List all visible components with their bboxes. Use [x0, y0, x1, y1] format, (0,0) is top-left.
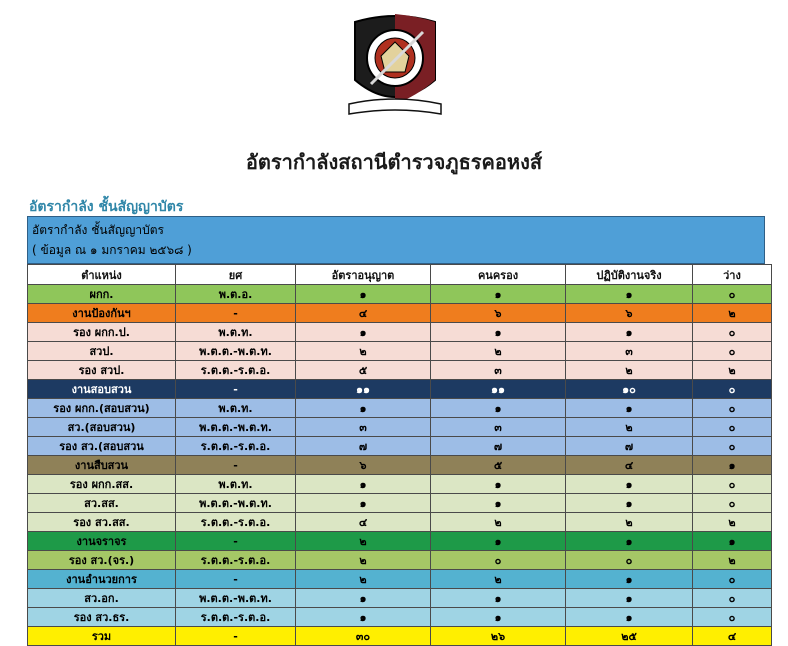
- position-cell: รอง ผกก.(สอบสวน): [28, 399, 176, 418]
- filled-cell: ๗: [431, 437, 566, 456]
- table-row: [28, 437, 772, 456]
- on-duty-cell: ๒๕: [566, 627, 693, 646]
- rank-cell: พ.ต.ต.-พ.ต.ท.: [176, 589, 296, 608]
- authorized-cell: ๓: [296, 418, 431, 437]
- table-row: [28, 342, 772, 361]
- on-duty-cell: ๔: [566, 456, 693, 475]
- table-row: [28, 399, 772, 418]
- position-cell: รวม: [28, 627, 176, 646]
- position-cell: รอง ผกก.ป.: [28, 323, 176, 342]
- position-cell: รอง สวป.: [28, 361, 176, 380]
- vacant-cell: ๐: [693, 570, 772, 589]
- on-duty-cell: ๑: [566, 323, 693, 342]
- authorized-cell: ๑: [296, 494, 431, 513]
- column-header-on-duty: ปฏิบัติงานจริง: [566, 265, 693, 285]
- authorized-cell: ๑: [296, 399, 431, 418]
- filled-cell: ๐: [431, 551, 566, 570]
- staffing-table-sheet: [27, 216, 765, 646]
- position-cell: งานอำนวยการ: [28, 570, 176, 589]
- vacant-cell: ๐: [693, 342, 772, 361]
- authorized-cell: ๑๑: [296, 380, 431, 399]
- vacant-cell: ๐: [693, 323, 772, 342]
- position-cell: รอง สว.(สอบสวน: [28, 437, 176, 456]
- authorized-cell: ๗: [296, 437, 431, 456]
- rank-cell: -: [176, 380, 296, 399]
- table-row: [28, 551, 772, 570]
- vacant-cell: ๐: [693, 418, 772, 437]
- filled-cell: ๓: [431, 418, 566, 437]
- on-duty-cell: ๗: [566, 437, 693, 456]
- section-title: อัตรากำลัง ชั้นสัญญาบัตร: [29, 199, 184, 215]
- table-row: [28, 418, 772, 437]
- position-cell: รอง ผกก.สส.: [28, 475, 176, 494]
- rank-cell: -: [176, 532, 296, 551]
- filled-cell: ๖: [431, 304, 566, 323]
- rank-cell: ร.ต.ต.-ร.ต.อ.: [176, 608, 296, 627]
- column-header-vacant: ว่าง: [693, 265, 772, 285]
- table-row: [28, 608, 772, 627]
- rank-cell: ร.ต.ต.-ร.ต.อ.: [176, 513, 296, 532]
- filled-cell: ๑: [431, 532, 566, 551]
- on-duty-cell: ๑๐: [566, 380, 693, 399]
- table-row: [28, 494, 772, 513]
- rank-cell: พ.ต.ท.: [176, 323, 296, 342]
- vacant-cell: ๐: [693, 608, 772, 627]
- position-cell: รอง สว.ธร.: [28, 608, 176, 627]
- authorized-cell: ๒: [296, 342, 431, 361]
- position-cell: สว.(สอบสวน): [28, 418, 176, 437]
- table-row: [28, 285, 772, 304]
- filled-cell: ๑: [431, 475, 566, 494]
- rank-cell: พ.ต.ต.-พ.ต.ท.: [176, 342, 296, 361]
- table-row: [28, 513, 772, 532]
- position-cell: สว.อก.: [28, 589, 176, 608]
- rank-cell: -: [176, 570, 296, 589]
- vacant-cell: ๒: [693, 513, 772, 532]
- on-duty-cell: ๐: [566, 551, 693, 570]
- vacant-cell: ๑: [693, 456, 772, 475]
- rank-cell: ร.ต.ต.-ร.ต.อ.: [176, 551, 296, 570]
- position-cell: งานสืบสวน: [28, 456, 176, 475]
- authorized-cell: ๖: [296, 456, 431, 475]
- on-duty-cell: ๑: [566, 475, 693, 494]
- table-row: [28, 323, 772, 342]
- on-duty-cell: ๑: [566, 285, 693, 304]
- table-row: [28, 532, 772, 551]
- column-header-row: [28, 265, 772, 285]
- table-row: [28, 570, 772, 589]
- table-row: [28, 456, 772, 475]
- vacant-cell: ๒: [693, 551, 772, 570]
- filled-cell: ๑๑: [431, 380, 566, 399]
- position-cell: งานจราจร: [28, 532, 176, 551]
- column-header-authorized: อัตราอนุญาต: [296, 265, 431, 285]
- on-duty-cell: ๒: [566, 361, 693, 380]
- rank-cell: ร.ต.ต.-ร.ต.อ.: [176, 437, 296, 456]
- on-duty-cell: ๑: [566, 532, 693, 551]
- authorized-cell: ๓๐: [296, 627, 431, 646]
- position-cell: รอง สว.(จร.): [28, 551, 176, 570]
- vacant-cell: ๐: [693, 437, 772, 456]
- filled-cell: ๒: [431, 513, 566, 532]
- filled-cell: ๒๖: [431, 627, 566, 646]
- vacant-cell: ๑: [693, 532, 772, 551]
- rank-cell: พ.ต.ท.: [176, 399, 296, 418]
- on-duty-cell: ๑: [566, 608, 693, 627]
- rank-cell: ร.ต.ต.-ร.ต.อ.: [176, 361, 296, 380]
- filled-cell: ๕: [431, 456, 566, 475]
- authorized-cell: ๑: [296, 475, 431, 494]
- rank-cell: พ.ต.ต.-พ.ต.ท.: [176, 494, 296, 513]
- authorized-cell: ๑: [296, 589, 431, 608]
- vacant-cell: ๒: [693, 361, 772, 380]
- table-heading: อัตรากำลัง ชั้นสัญญาบัตร: [32, 223, 164, 237]
- rank-cell: -: [176, 304, 296, 323]
- authorized-cell: ๒: [296, 532, 431, 551]
- on-duty-cell: ๑: [566, 399, 693, 418]
- police-station-emblem-logo: [345, 12, 445, 120]
- on-duty-cell: ๖: [566, 304, 693, 323]
- authorized-cell: ๔: [296, 304, 431, 323]
- vacant-cell: ๒: [693, 304, 772, 323]
- on-duty-cell: ๑: [566, 494, 693, 513]
- rank-cell: พ.ต.อ.: [176, 285, 296, 304]
- vacant-cell: ๐: [693, 589, 772, 608]
- vacant-cell: ๐: [693, 380, 772, 399]
- filled-cell: ๓: [431, 361, 566, 380]
- table-row: [28, 475, 772, 494]
- table-row: [28, 380, 772, 399]
- on-duty-cell: ๒: [566, 513, 693, 532]
- position-cell: งานป้องกันฯ: [28, 304, 176, 323]
- table-row: [28, 361, 772, 380]
- filled-cell: ๑: [431, 323, 566, 342]
- column-header-filled: คนครอง: [431, 265, 566, 285]
- filled-cell: ๑: [431, 589, 566, 608]
- on-duty-cell: ๓: [566, 342, 693, 361]
- authorized-cell: ๑: [296, 323, 431, 342]
- on-duty-cell: ๑: [566, 589, 693, 608]
- authorized-cell: ๒: [296, 551, 431, 570]
- filled-cell: ๒: [431, 570, 566, 589]
- on-duty-cell: ๒: [566, 418, 693, 437]
- data-date-note: ( ข้อมูล ณ ๑ มกราคม ๒๕๖๘ ): [32, 243, 192, 257]
- vacant-cell: ๐: [693, 399, 772, 418]
- vacant-cell: ๐: [693, 494, 772, 513]
- authorized-cell: ๑: [296, 285, 431, 304]
- table-row: [28, 589, 772, 608]
- authorized-cell: ๑: [296, 608, 431, 627]
- authorized-cell: ๔: [296, 513, 431, 532]
- filled-cell: ๑: [431, 399, 566, 418]
- authorized-cell: ๕: [296, 361, 431, 380]
- table-row: [28, 627, 772, 646]
- position-cell: งานสอบสวน: [28, 380, 176, 399]
- page-title: อัตรากำลังสถานีตำรวจภูธรคอหงส์: [245, 150, 543, 174]
- table-header-box: [27, 216, 765, 264]
- filled-cell: ๑: [431, 608, 566, 627]
- position-cell: สวป.: [28, 342, 176, 361]
- on-duty-cell: ๑: [566, 570, 693, 589]
- table-row: [28, 304, 772, 323]
- vacant-cell: ๔: [693, 627, 772, 646]
- position-cell: รอง สว.สส.: [28, 513, 176, 532]
- rank-cell: พ.ต.ต.-พ.ต.ท.: [176, 418, 296, 437]
- vacant-cell: ๐: [693, 285, 772, 304]
- filled-cell: ๒: [431, 342, 566, 361]
- vacant-cell: ๐: [693, 475, 772, 494]
- position-cell: ผกก.: [28, 285, 176, 304]
- rank-cell: พ.ต.ท.: [176, 475, 296, 494]
- authorized-cell: ๒: [296, 570, 431, 589]
- position-cell: สว.สส.: [28, 494, 176, 513]
- filled-cell: ๑: [431, 285, 566, 304]
- rank-cell: -: [176, 627, 296, 646]
- filled-cell: ๑: [431, 494, 566, 513]
- staffing-table: [27, 264, 772, 646]
- rank-cell: -: [176, 456, 296, 475]
- column-header-rank: ยศ: [176, 265, 296, 285]
- column-header-position: ตำแหน่ง: [28, 265, 176, 285]
